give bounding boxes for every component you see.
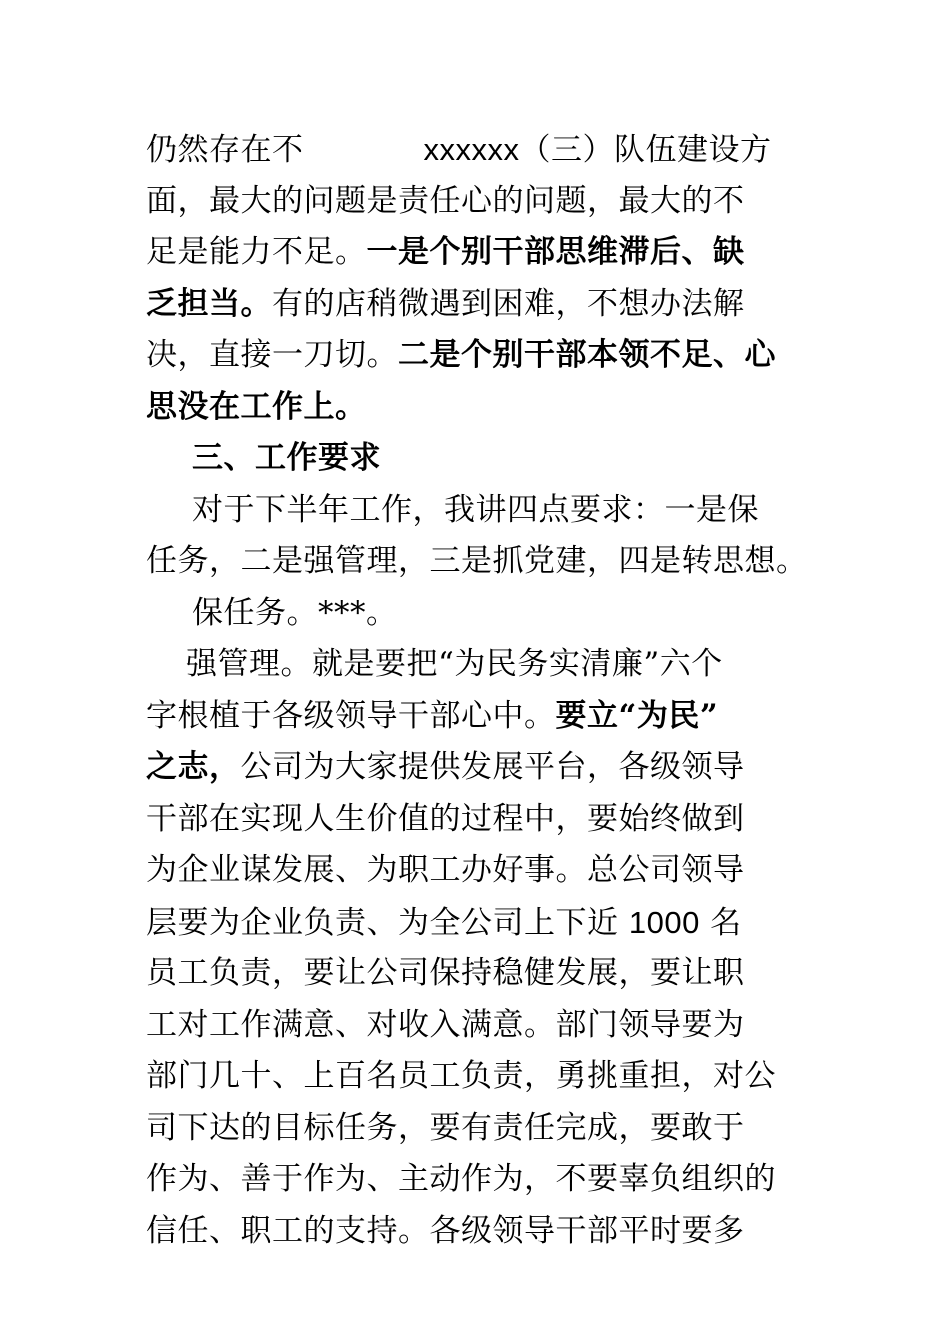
text-line-14 — [146, 794, 818, 846]
bold-text-run: 乏担当。 — [146, 285, 272, 322]
text-run: 信任、职工的支持。各级领导干部平时要多 — [146, 1212, 745, 1249]
text-run: 干部在实现人生价值的过程中，要始终做到 — [146, 800, 745, 837]
text-line-8 — [146, 485, 818, 537]
text-line-21 — [146, 1154, 818, 1206]
heading-text: 三、工作要求 — [192, 440, 381, 476]
text-run: 作为、善于作为、主动作为，不要辜负组织的 — [146, 1161, 776, 1197]
text-line-17 — [146, 948, 818, 1000]
text-run: 工对工作满意、对收入满意。部门领导要为 — [146, 1006, 745, 1043]
text-line-4 — [146, 279, 818, 331]
text-run: 员工负责，要让公司保持稳健发展，要让职 — [146, 955, 745, 991]
text-line-5 — [146, 330, 818, 382]
bold-text-run: 之志， — [146, 749, 241, 785]
text-line-1 — [146, 124, 818, 176]
text-run: 保任务。***。 — [192, 594, 398, 631]
text-run: 层要为企业负责、为全公司上下近 — [146, 904, 629, 941]
text-run: 部门几十、上百名员工负责，勇挑重担，对公 — [146, 1058, 776, 1094]
text-line-12 — [146, 691, 818, 743]
text-line-10 — [146, 588, 818, 640]
bold-text-run: 一是个别干部思维滞后、缺 — [366, 234, 745, 270]
bold-text-run: 思没在工作上。 — [146, 388, 367, 425]
text-line-6 — [146, 382, 818, 434]
bold-text-run: 二是个别干部本领不足、心 — [398, 337, 776, 373]
text-line-20 — [146, 1103, 818, 1155]
text-line-18 — [146, 1000, 818, 1052]
text-run: 司下达的目标任务，要有责任完成，要敢于 — [146, 1109, 745, 1146]
text-line-3 — [146, 227, 818, 279]
text-run: 仍然存在不 — [146, 132, 304, 168]
bold-text-run: 要立“为民” — [555, 697, 719, 734]
text-line-13 — [146, 742, 818, 794]
text-line-15 — [146, 845, 818, 897]
text-run: 强管理。就是要把“为民务实清廉”六个 — [186, 646, 723, 682]
text-run: （三）队伍建设方 — [519, 132, 772, 168]
text-run: 面，最大的问题是责任心的问题，最大的不 — [146, 182, 745, 219]
text-line-19 — [146, 1051, 818, 1103]
text-run: 名 — [699, 904, 742, 941]
text-run: 足是能力不足。 — [146, 234, 367, 270]
section-heading — [146, 433, 818, 485]
text-run: 任务，二是强管理，三是抓党建，四是转思想。 — [146, 543, 808, 579]
text-run: 有的店稍微遇到困难，不想办法解 — [272, 285, 745, 322]
text-line-16 — [146, 897, 818, 949]
text-run: 决，直接一刀切。 — [146, 337, 398, 373]
text-line-22 — [146, 1206, 818, 1258]
text-line-11 — [146, 639, 818, 691]
text-line-2 — [146, 176, 818, 228]
text-run: 对于下半年工作，我讲四点要求：一是保 — [192, 491, 759, 528]
body-text — [146, 124, 818, 1257]
text-run: 字根植于各级领导干部心中。 — [146, 697, 556, 734]
text-run: 为企业谋发展、为职工办好事。总公司领导 — [146, 852, 745, 888]
number-text: 1000 — [628, 904, 700, 940]
text-line-9 — [146, 536, 818, 588]
text-run: 公司为大家提供发展平台，各级领导 — [240, 749, 745, 785]
placeholder-text: xxxxxx — [423, 132, 520, 167]
